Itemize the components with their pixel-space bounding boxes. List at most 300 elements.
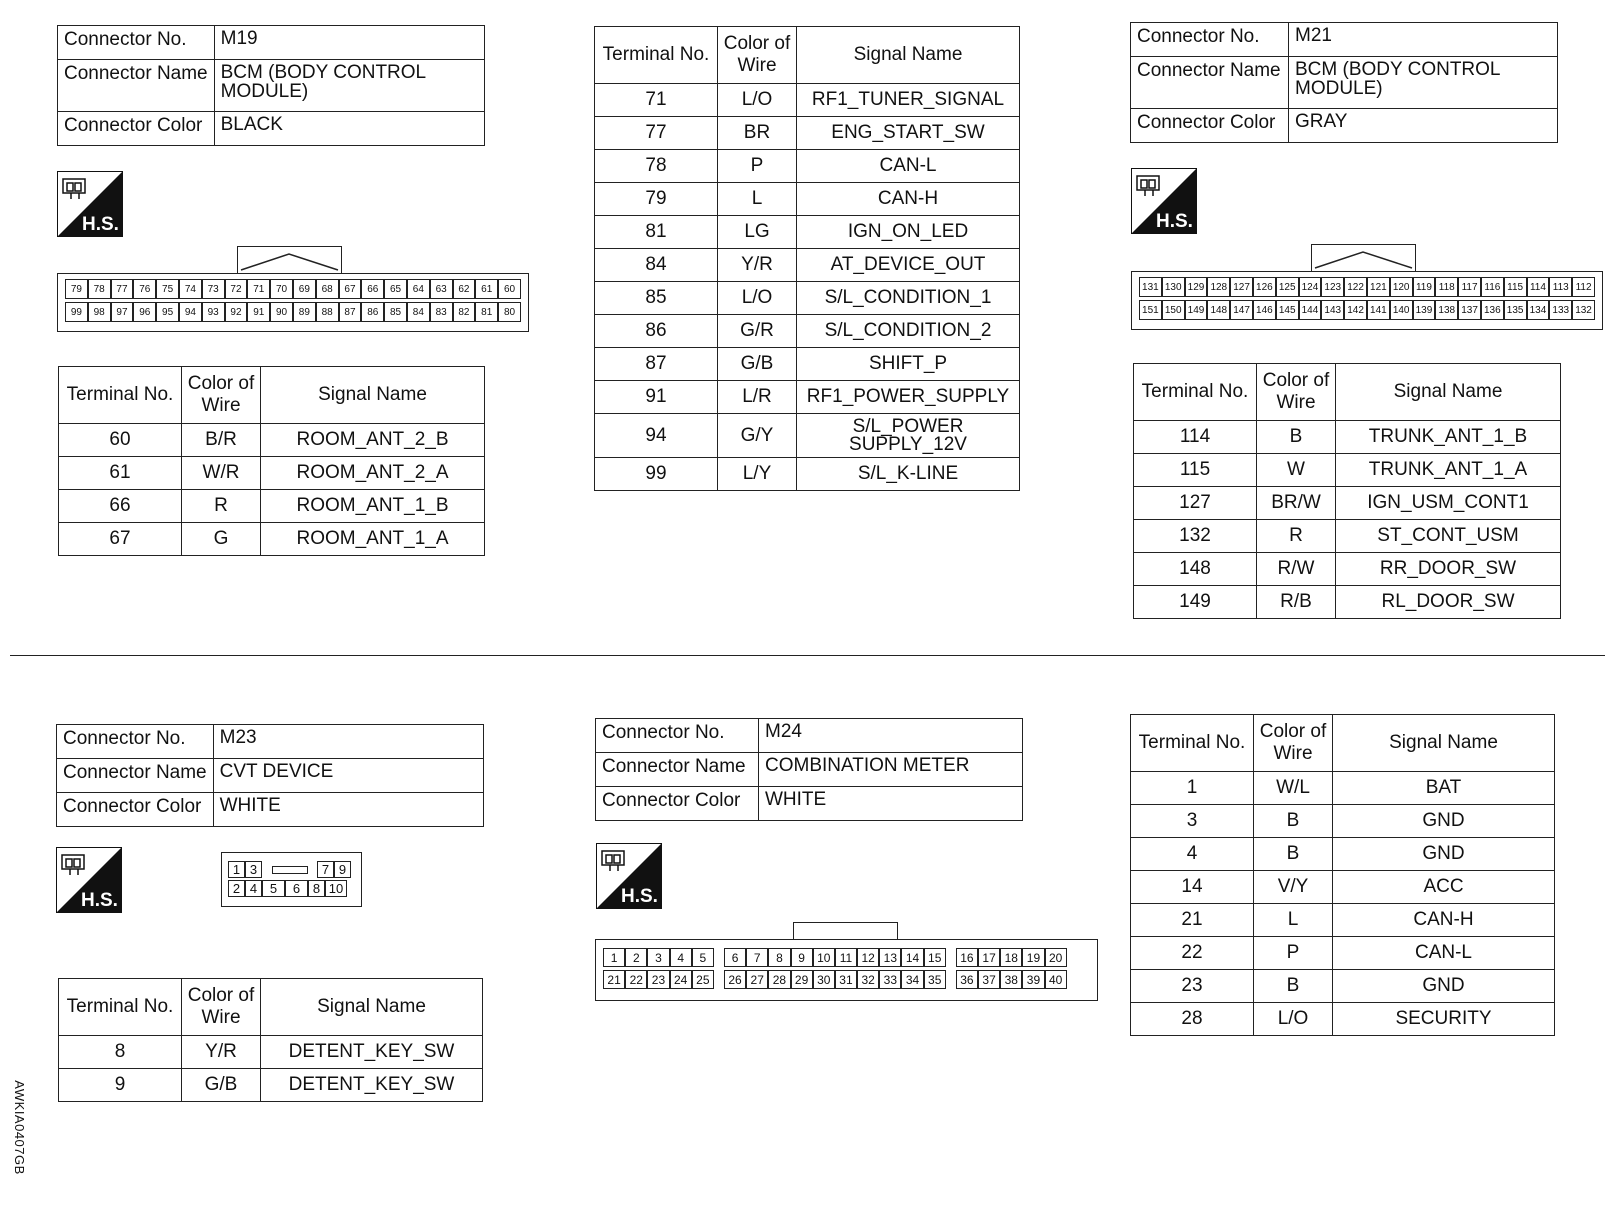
pin: 135	[1504, 300, 1527, 320]
m23-keyway	[262, 861, 317, 878]
table-row	[595, 315, 1020, 348]
connector-color-label: Connector Color	[58, 112, 215, 146]
connector-name-label: Connector Name	[57, 759, 214, 793]
wire-color-cell: L/O	[718, 282, 797, 315]
connector-color-label: Connector Color	[596, 787, 759, 821]
connector-name-label: Connector Name	[1131, 57, 1289, 109]
pin: 17	[978, 948, 1000, 967]
pin: 77	[111, 279, 134, 299]
pin: 80	[498, 302, 521, 322]
signal-name-cell: CAN-H	[1333, 904, 1555, 937]
signal-name-cell: S/L_K-LINE	[797, 458, 1020, 491]
pin: 139	[1413, 300, 1436, 320]
pin: 4	[670, 948, 692, 967]
terminal-no-cell: 4	[1131, 838, 1254, 871]
pin: 19	[1022, 948, 1044, 967]
pin: 64	[407, 279, 430, 299]
pin: 136	[1481, 300, 1504, 320]
signal-name-cell: DETENT_KEY_SW	[261, 1036, 483, 1069]
signal-name-cell: CAN-L	[797, 150, 1020, 183]
connector-name-value: CVT DEVICE	[213, 759, 483, 793]
table-row	[595, 381, 1020, 414]
table-row	[59, 457, 485, 490]
wire-color-cell: G/Y	[718, 414, 797, 458]
signal-name-cell: RR_DOOR_SW	[1336, 553, 1561, 586]
pin: 7	[746, 948, 768, 967]
pin: 74	[179, 279, 202, 299]
pin: 117	[1458, 277, 1481, 297]
pin: 21	[603, 970, 625, 989]
pin: 1	[603, 948, 625, 967]
terminal-no-cell: 66	[59, 490, 182, 523]
table-row	[1134, 520, 1561, 553]
m19-info-table	[57, 25, 485, 146]
signal-name-cell: SHIFT_P	[797, 348, 1020, 381]
signal-name-cell: AT_DEVICE_OUT	[797, 249, 1020, 282]
signal-name-cell: RF1_POWER_SUPPLY	[797, 381, 1020, 414]
hs-label: H.S.	[82, 214, 119, 235]
pin: 62	[453, 279, 476, 299]
pin: 84	[407, 302, 430, 322]
m23-pin-row-bottom	[228, 880, 347, 897]
hs-icon	[57, 171, 123, 237]
pin: 87	[339, 302, 362, 322]
pin: 63	[430, 279, 453, 299]
table-row	[1131, 772, 1555, 805]
connector-name-value: BCM (BODY CONTROL MODULE)	[1289, 57, 1558, 109]
wire-color-cell: G	[182, 523, 261, 556]
signal-name-header: Signal Name	[261, 979, 483, 1036]
wire-color-cell: R/B	[1257, 586, 1336, 619]
pin: 39	[1022, 970, 1044, 989]
signal-name-header: Signal Name	[1333, 715, 1555, 772]
pin: 88	[316, 302, 339, 322]
table-row	[595, 249, 1020, 282]
terminal-no-cell: 22	[1131, 937, 1254, 970]
figure-id: AWKIA0407GB	[11, 1080, 27, 1175]
wire-color-cell: R/W	[1257, 553, 1336, 586]
pin: 112	[1572, 277, 1595, 297]
pin: 4	[245, 880, 262, 897]
pin: 7	[317, 861, 334, 878]
wire-color-cell: B	[1254, 970, 1333, 1003]
table-row	[595, 117, 1020, 150]
pin: 23	[647, 970, 669, 989]
wire-color-cell: B	[1254, 838, 1333, 871]
signal-name-cell: IGN_USM_CONT1	[1336, 487, 1561, 520]
wire-color-cell: B/R	[182, 424, 261, 457]
terminal-no-cell: 86	[595, 315, 718, 348]
wire-color-cell: W/R	[182, 457, 261, 490]
wire-color-cell: L/Y	[718, 458, 797, 491]
table-row	[59, 424, 485, 457]
signal-name-header: Signal Name	[1336, 364, 1561, 421]
pin: 116	[1481, 277, 1504, 297]
signal-name-cell: ACC	[1333, 871, 1555, 904]
wire-color-cell: R	[182, 490, 261, 523]
pin: 6	[285, 880, 308, 897]
pin: 114	[1527, 277, 1550, 297]
pin: 13	[879, 948, 901, 967]
pin: 81	[475, 302, 498, 322]
pin: 10	[813, 948, 835, 967]
signal-name-cell: GND	[1333, 805, 1555, 838]
m19-terminal-table	[58, 366, 485, 556]
table-row	[595, 458, 1020, 491]
pin: 3	[245, 861, 262, 878]
table-row	[595, 414, 1020, 458]
pin: 113	[1549, 277, 1572, 297]
m19-pin-row-bottom	[65, 302, 521, 322]
m24-pin-row-top	[603, 948, 1067, 967]
pin: 25	[692, 970, 714, 989]
wire-color-cell: P	[1254, 937, 1333, 970]
pin: 73	[202, 279, 225, 299]
pin: 82	[453, 302, 476, 322]
color-of-wire-header: Color of Wire	[182, 979, 261, 1036]
wire-color-cell: P	[718, 150, 797, 183]
table-row	[1131, 904, 1555, 937]
pin: 61	[475, 279, 498, 299]
pin: 138	[1435, 300, 1458, 320]
wire-color-cell: W	[1257, 454, 1336, 487]
hs-icon	[56, 847, 122, 913]
pin: 124	[1299, 277, 1322, 297]
signal-name-cell: GND	[1333, 838, 1555, 871]
pin: 76	[133, 279, 156, 299]
pin: 85	[384, 302, 407, 322]
signal-name-cell: SECURITY	[1333, 1003, 1555, 1036]
terminal-no-cell: 8	[59, 1036, 182, 1069]
table-row	[1131, 805, 1555, 838]
signal-name-cell: TRUNK_ANT_1_B	[1336, 421, 1561, 454]
terminal-no-header: Terminal No.	[595, 27, 718, 84]
table-row	[1134, 553, 1561, 586]
pin: 27	[746, 970, 768, 989]
m19-latch-arrow	[237, 250, 342, 274]
pin: 33	[879, 970, 901, 989]
terminal-no-cell: 78	[595, 150, 718, 183]
signal-name-cell: ROOM_ANT_1_B	[261, 490, 485, 523]
pin: 93	[202, 302, 225, 322]
connector-name-value: BCM (BODY CONTROL MODULE)	[214, 60, 484, 112]
pin: 96	[133, 302, 156, 322]
m24-connector-latch	[793, 922, 898, 940]
terminal-no-cell: 91	[595, 381, 718, 414]
signal-name-cell: IGN_ON_LED	[797, 216, 1020, 249]
pin: 29	[791, 970, 813, 989]
terminal-no-cell: 3	[1131, 805, 1254, 838]
pin: 137	[1458, 300, 1481, 320]
section-divider	[10, 655, 1605, 656]
table-row	[1131, 871, 1555, 904]
table-row	[595, 282, 1020, 315]
pin: 83	[430, 302, 453, 322]
table-row	[1134, 454, 1561, 487]
m23-terminal-table	[58, 978, 483, 1102]
pin: 37	[978, 970, 1000, 989]
signal-name-cell: ROOM_ANT_2_B	[261, 424, 485, 457]
pin: 8	[768, 948, 790, 967]
pin: 133	[1549, 300, 1572, 320]
pin: 98	[88, 302, 111, 322]
pin: 145	[1276, 300, 1299, 320]
pin: 11	[835, 948, 857, 967]
m21-terminal-table	[1133, 363, 1561, 619]
wire-color-cell: B	[1254, 805, 1333, 838]
table-row	[595, 183, 1020, 216]
pin: 8	[308, 880, 325, 897]
pin: 86	[361, 302, 384, 322]
terminal-no-cell: 77	[595, 117, 718, 150]
pin: 90	[270, 302, 293, 322]
connector-no-label: Connector No.	[596, 719, 759, 753]
pin: 144	[1299, 300, 1322, 320]
wire-color-cell: B	[1257, 421, 1336, 454]
signal-name-cell: RL_DOOR_SW	[1336, 586, 1561, 619]
pin: 91	[247, 302, 270, 322]
wire-color-cell: L/O	[1254, 1003, 1333, 1036]
color-of-wire-header: Color of Wire	[182, 367, 261, 424]
pin: 2	[625, 948, 647, 967]
pin: 151	[1139, 300, 1162, 320]
terminal-no-cell: 1	[1131, 772, 1254, 805]
pin: 9	[334, 861, 351, 878]
pin: 18	[1000, 948, 1022, 967]
pin: 118	[1435, 277, 1458, 297]
pin: 34	[901, 970, 923, 989]
pin: 115	[1504, 277, 1527, 297]
pin: 32	[857, 970, 879, 989]
terminal-no-cell: 81	[595, 216, 718, 249]
pin: 146	[1253, 300, 1276, 320]
m24-terminal-table	[1130, 714, 1555, 1036]
pin: 119	[1413, 277, 1436, 297]
m21-info-table	[1130, 22, 1558, 143]
pin: 9	[791, 948, 813, 967]
pin: 1	[228, 861, 245, 878]
hs-icon	[1131, 168, 1197, 234]
signal-name-cell: ENG_START_SW	[797, 117, 1020, 150]
signal-name-cell: S/L_CONDITION_1	[797, 282, 1020, 315]
pin: 69	[293, 279, 316, 299]
hs-icon	[596, 843, 662, 909]
pin: 28	[768, 970, 790, 989]
signal-name-cell: ROOM_ANT_1_A	[261, 523, 485, 556]
pin: 5	[692, 948, 714, 967]
pin: 78	[88, 279, 111, 299]
m21-pin-row-top	[1139, 277, 1595, 297]
wire-color-cell: W/L	[1254, 772, 1333, 805]
pin: 92	[225, 302, 248, 322]
pin: 35	[924, 970, 946, 989]
table-row	[59, 490, 485, 523]
pin: 72	[225, 279, 248, 299]
wire-color-cell: BR/W	[1257, 487, 1336, 520]
m19-pin-row-top	[65, 279, 521, 299]
pin: 129	[1185, 277, 1208, 297]
connector-no-value: M23	[213, 725, 483, 759]
pin: 12	[857, 948, 879, 967]
terminal-no-cell: 132	[1134, 520, 1257, 553]
table-row	[1131, 970, 1555, 1003]
pin: 38	[1000, 970, 1022, 989]
hs-label: H.S.	[621, 886, 658, 907]
terminal-no-cell: 61	[59, 457, 182, 490]
pin: 2	[228, 880, 245, 897]
pin: 121	[1367, 277, 1390, 297]
wire-color-cell: L	[1254, 904, 1333, 937]
wire-color-cell: G/B	[182, 1069, 261, 1102]
pin: 94	[179, 302, 202, 322]
connector-no-label: Connector No.	[57, 725, 214, 759]
table-row	[595, 84, 1020, 117]
pin: 126	[1253, 277, 1276, 297]
m21-pin-row-bottom	[1139, 300, 1595, 320]
pin: 134	[1527, 300, 1550, 320]
signal-name-cell: S/L_CONDITION_2	[797, 315, 1020, 348]
pin: 67	[339, 279, 362, 299]
pin: 68	[316, 279, 339, 299]
pin: 79	[65, 279, 88, 299]
table-row	[1131, 838, 1555, 871]
pin: 125	[1276, 277, 1299, 297]
connector-color-value: WHITE	[213, 793, 483, 827]
pin: 143	[1321, 300, 1344, 320]
pin: 10	[325, 880, 347, 897]
table-row	[59, 1069, 483, 1102]
pin: 132	[1572, 300, 1595, 320]
signal-name-header: Signal Name	[261, 367, 485, 424]
pin: 14	[901, 948, 923, 967]
connector-color-label: Connector Color	[57, 793, 214, 827]
pin: 128	[1207, 277, 1230, 297]
terminal-no-cell: 9	[59, 1069, 182, 1102]
pin: 15	[924, 948, 946, 967]
connector-no-value: M19	[214, 26, 484, 60]
hs-label: H.S.	[1156, 211, 1193, 232]
pin: 22	[625, 970, 647, 989]
m21-latch-arrow	[1311, 248, 1416, 272]
signal-name-header: Signal Name	[797, 27, 1020, 84]
pin: 123	[1321, 277, 1344, 297]
connector-color-value: BLACK	[214, 112, 484, 146]
terminal-no-cell: 60	[59, 424, 182, 457]
terminal-no-cell: 85	[595, 282, 718, 315]
pin: 131	[1139, 277, 1162, 297]
signal-name-cell: S/L_POWER SUPPLY_12V	[797, 414, 1020, 458]
wire-color-cell: G/R	[718, 315, 797, 348]
signal-name-cell: ST_CONT_USM	[1336, 520, 1561, 553]
terminal-no-cell: 84	[595, 249, 718, 282]
pin: 36	[956, 970, 978, 989]
m19-terminal-table-continued	[594, 26, 1020, 491]
m23-info-table	[56, 724, 484, 827]
terminal-no-header: Terminal No.	[1131, 715, 1254, 772]
terminal-no-cell: 23	[1131, 970, 1254, 1003]
wire-color-cell: Y/R	[182, 1036, 261, 1069]
pin: 60	[498, 279, 521, 299]
m24-info-table	[595, 718, 1023, 821]
terminal-no-cell: 115	[1134, 454, 1257, 487]
pin: 31	[835, 970, 857, 989]
terminal-no-cell: 71	[595, 84, 718, 117]
terminal-no-header: Terminal No.	[59, 367, 182, 424]
wire-color-cell: BR	[718, 117, 797, 150]
terminal-no-cell: 87	[595, 348, 718, 381]
pin: 130	[1162, 277, 1185, 297]
table-row	[595, 348, 1020, 381]
connector-color-value: GRAY	[1289, 109, 1558, 143]
wire-color-cell: V/Y	[1254, 871, 1333, 904]
connector-no-value: M21	[1289, 23, 1558, 57]
pin: 5	[262, 880, 285, 897]
signal-name-cell: DETENT_KEY_SW	[261, 1069, 483, 1102]
pin: 149	[1185, 300, 1208, 320]
pin: 127	[1230, 277, 1253, 297]
wire-color-cell: L	[718, 183, 797, 216]
pin: 148	[1207, 300, 1230, 320]
pin: 16	[956, 948, 978, 967]
connector-no-value: M24	[759, 719, 1023, 753]
table-row	[595, 216, 1020, 249]
terminal-no-cell: 149	[1134, 586, 1257, 619]
connector-no-label: Connector No.	[58, 26, 215, 60]
hs-label: H.S.	[81, 890, 118, 911]
pin: 120	[1390, 277, 1413, 297]
wire-color-cell: L/R	[718, 381, 797, 414]
terminal-no-cell: 127	[1134, 487, 1257, 520]
table-row	[1134, 421, 1561, 454]
table-row	[1131, 937, 1555, 970]
connector-color-label: Connector Color	[1131, 109, 1289, 143]
terminal-no-header: Terminal No.	[59, 979, 182, 1036]
wire-color-cell: L/O	[718, 84, 797, 117]
terminal-no-cell: 14	[1131, 871, 1254, 904]
terminal-no-header: Terminal No.	[1134, 364, 1257, 421]
signal-name-cell: CAN-H	[797, 183, 1020, 216]
pin: 95	[156, 302, 179, 322]
table-row	[59, 1036, 483, 1069]
terminal-no-cell: 148	[1134, 553, 1257, 586]
pin: 122	[1344, 277, 1367, 297]
terminal-no-cell: 28	[1131, 1003, 1254, 1036]
terminal-no-cell: 67	[59, 523, 182, 556]
pin: 26	[724, 970, 746, 989]
table-row	[1131, 1003, 1555, 1036]
pin: 24	[670, 970, 692, 989]
pin: 3	[647, 948, 669, 967]
wire-color-cell: LG	[718, 216, 797, 249]
signal-name-cell: GND	[1333, 970, 1555, 1003]
wire-color-cell: R	[1257, 520, 1336, 553]
pin: 89	[293, 302, 316, 322]
pin: 40	[1045, 970, 1067, 989]
terminal-no-cell: 114	[1134, 421, 1257, 454]
signal-name-cell: ROOM_ANT_2_A	[261, 457, 485, 490]
signal-name-cell: BAT	[1333, 772, 1555, 805]
table-row	[595, 150, 1020, 183]
pin: 147	[1230, 300, 1253, 320]
m24-pin-row-bottom	[603, 970, 1067, 989]
connector-color-value: WHITE	[759, 787, 1023, 821]
terminal-no-cell: 79	[595, 183, 718, 216]
connector-name-value: COMBINATION METER	[759, 753, 1023, 787]
pin: 65	[384, 279, 407, 299]
wire-color-cell: G/B	[718, 348, 797, 381]
pin: 20	[1045, 948, 1067, 967]
pin: 66	[361, 279, 384, 299]
